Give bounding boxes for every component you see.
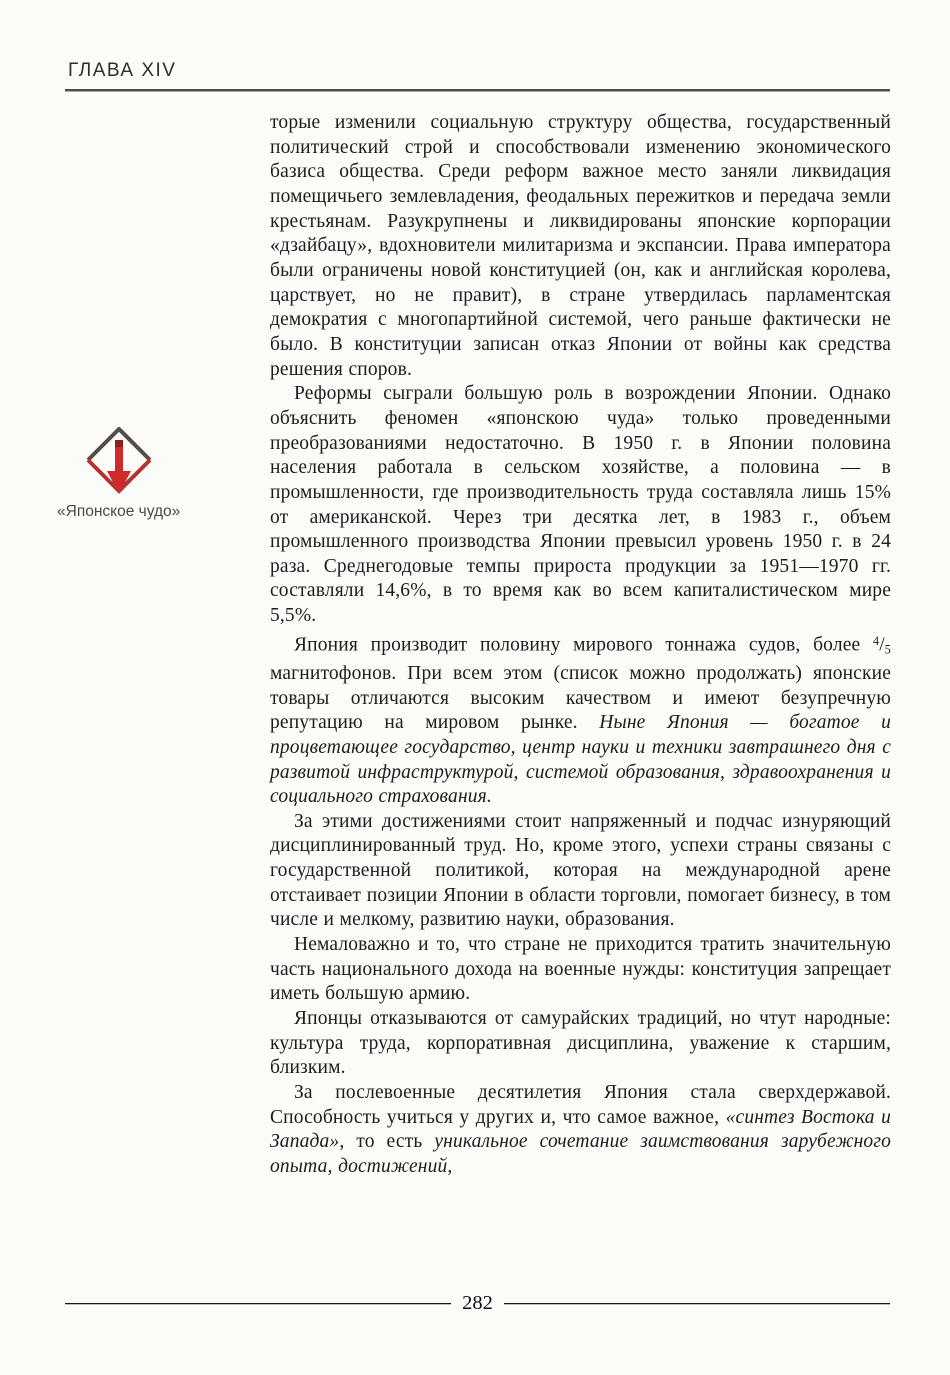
text-segment: За этими достижениями стоит напряженный и подчас изнуряющий дисциплинированный труд. Но, кроме этого, успехи страны связаны с государственной политикой, которая на международной арене отстаивает позиции Японии в области торговли, помогает бизнесу, в том числе и мелкому, развитию науки, образования. bbox=[270, 810, 891, 931]
paragraph bbox=[270, 933, 891, 1007]
text-segment: За послевоенные десятилетия Япония стала сверхдержавой. Способность учиться у других и, что самое важное, bbox=[270, 1082, 891, 1128]
page-header bbox=[65, 60, 890, 92]
page-number: 282 bbox=[462, 1292, 493, 1314]
text-segment: магнитофонов. При всем этом (список можно продолжать) японские товары отличаются высоким качеством и имеют безупречную репутацию на мировом рынке. bbox=[270, 662, 891, 734]
chapter-heading: ГЛАВА XIV bbox=[68, 60, 177, 81]
text-segment: , то есть bbox=[339, 1131, 435, 1153]
page-footer bbox=[65, 1294, 890, 1315]
text-segment: уникальное сочетание заимствования зарубежного опыта, достижений, bbox=[270, 1131, 891, 1178]
paragraph bbox=[270, 629, 891, 810]
paragraph bbox=[270, 111, 891, 382]
text-segment: 4 bbox=[873, 633, 880, 648]
text-segment: Немаловажно и то, что стране не приходится тратить значительную часть национального дохода на военные нужды: конституция запрещает иметь большую армию. bbox=[270, 934, 891, 1005]
text-segment: «синтез Востока и Запада» bbox=[270, 1106, 891, 1153]
text-segment: Япония производит половину мирового тоннажа судов, более bbox=[294, 634, 874, 656]
text-segment: Японцы отказываются от самурайских традиций, но чтут народные: культура труда, корпоративная дисциплина, уважение к старшим, близким. bbox=[270, 1008, 891, 1079]
paragraph bbox=[270, 1007, 891, 1081]
margin-note bbox=[57, 427, 235, 521]
paragraph bbox=[270, 810, 891, 933]
text-segment: / bbox=[879, 634, 885, 656]
paragraph bbox=[270, 1081, 891, 1180]
header-rule bbox=[65, 89, 890, 92]
footer-rule-right bbox=[504, 1303, 890, 1305]
text-segment: Реформы сыграли большую роль в возрождении Японии. Однако объяснить феномен «японскою чуда» только проведенными преобразованиями недостаточно. В 1950 г. в Японии половина населения работала в сельском хозяйстве, а половина — в промышленности, где производительность труда составляла лишь 15% от американской. Через три десятка лет, в 1983 г., объем промышленного производства Японии превысил уровень 1950 г. в 24 раза. Среднегодовые темпы прироста продукции за 1951—1970 гг. составляли 14,6%, в то время как во всем капиталистическом мире 5,5%. bbox=[270, 383, 891, 627]
margin-note-caption: «Японское чудо» bbox=[57, 503, 181, 520]
paragraph bbox=[270, 382, 891, 629]
footer-rule-left bbox=[65, 1303, 451, 1305]
diamond-arrow-down-icon bbox=[85, 427, 153, 501]
text-segment: Ныне Япония — богатое и процветающее государство, центр науки и техники завтрашнего дня с развитой инфраструктурой, системой образования, здравоохранения и социального страхования. bbox=[270, 712, 891, 808]
text-segment: 5 bbox=[884, 642, 891, 657]
text-segment: торые изменили социальную структуру общества, государственный политический строй и способствовали изменению экономического базиса общества. Среди реформ важное место заняли ликвидация помещичьего землевладения, феодальных пережитков и передача земли крестьянам. Разукрупнены и ликвидированы японские корпорации «дзайбацу», вдохновители милитаризма и экспансии. Права императора были ограничены новой конституцией (он, как и английская королева, царствует, но не правит), в стране утвердилась парламентская демократия с многопартийной системой, чего раньше фактически не было. В конституции записан отказ Японии от войны как средства решения споров. bbox=[270, 112, 891, 380]
text-column bbox=[270, 111, 891, 1180]
